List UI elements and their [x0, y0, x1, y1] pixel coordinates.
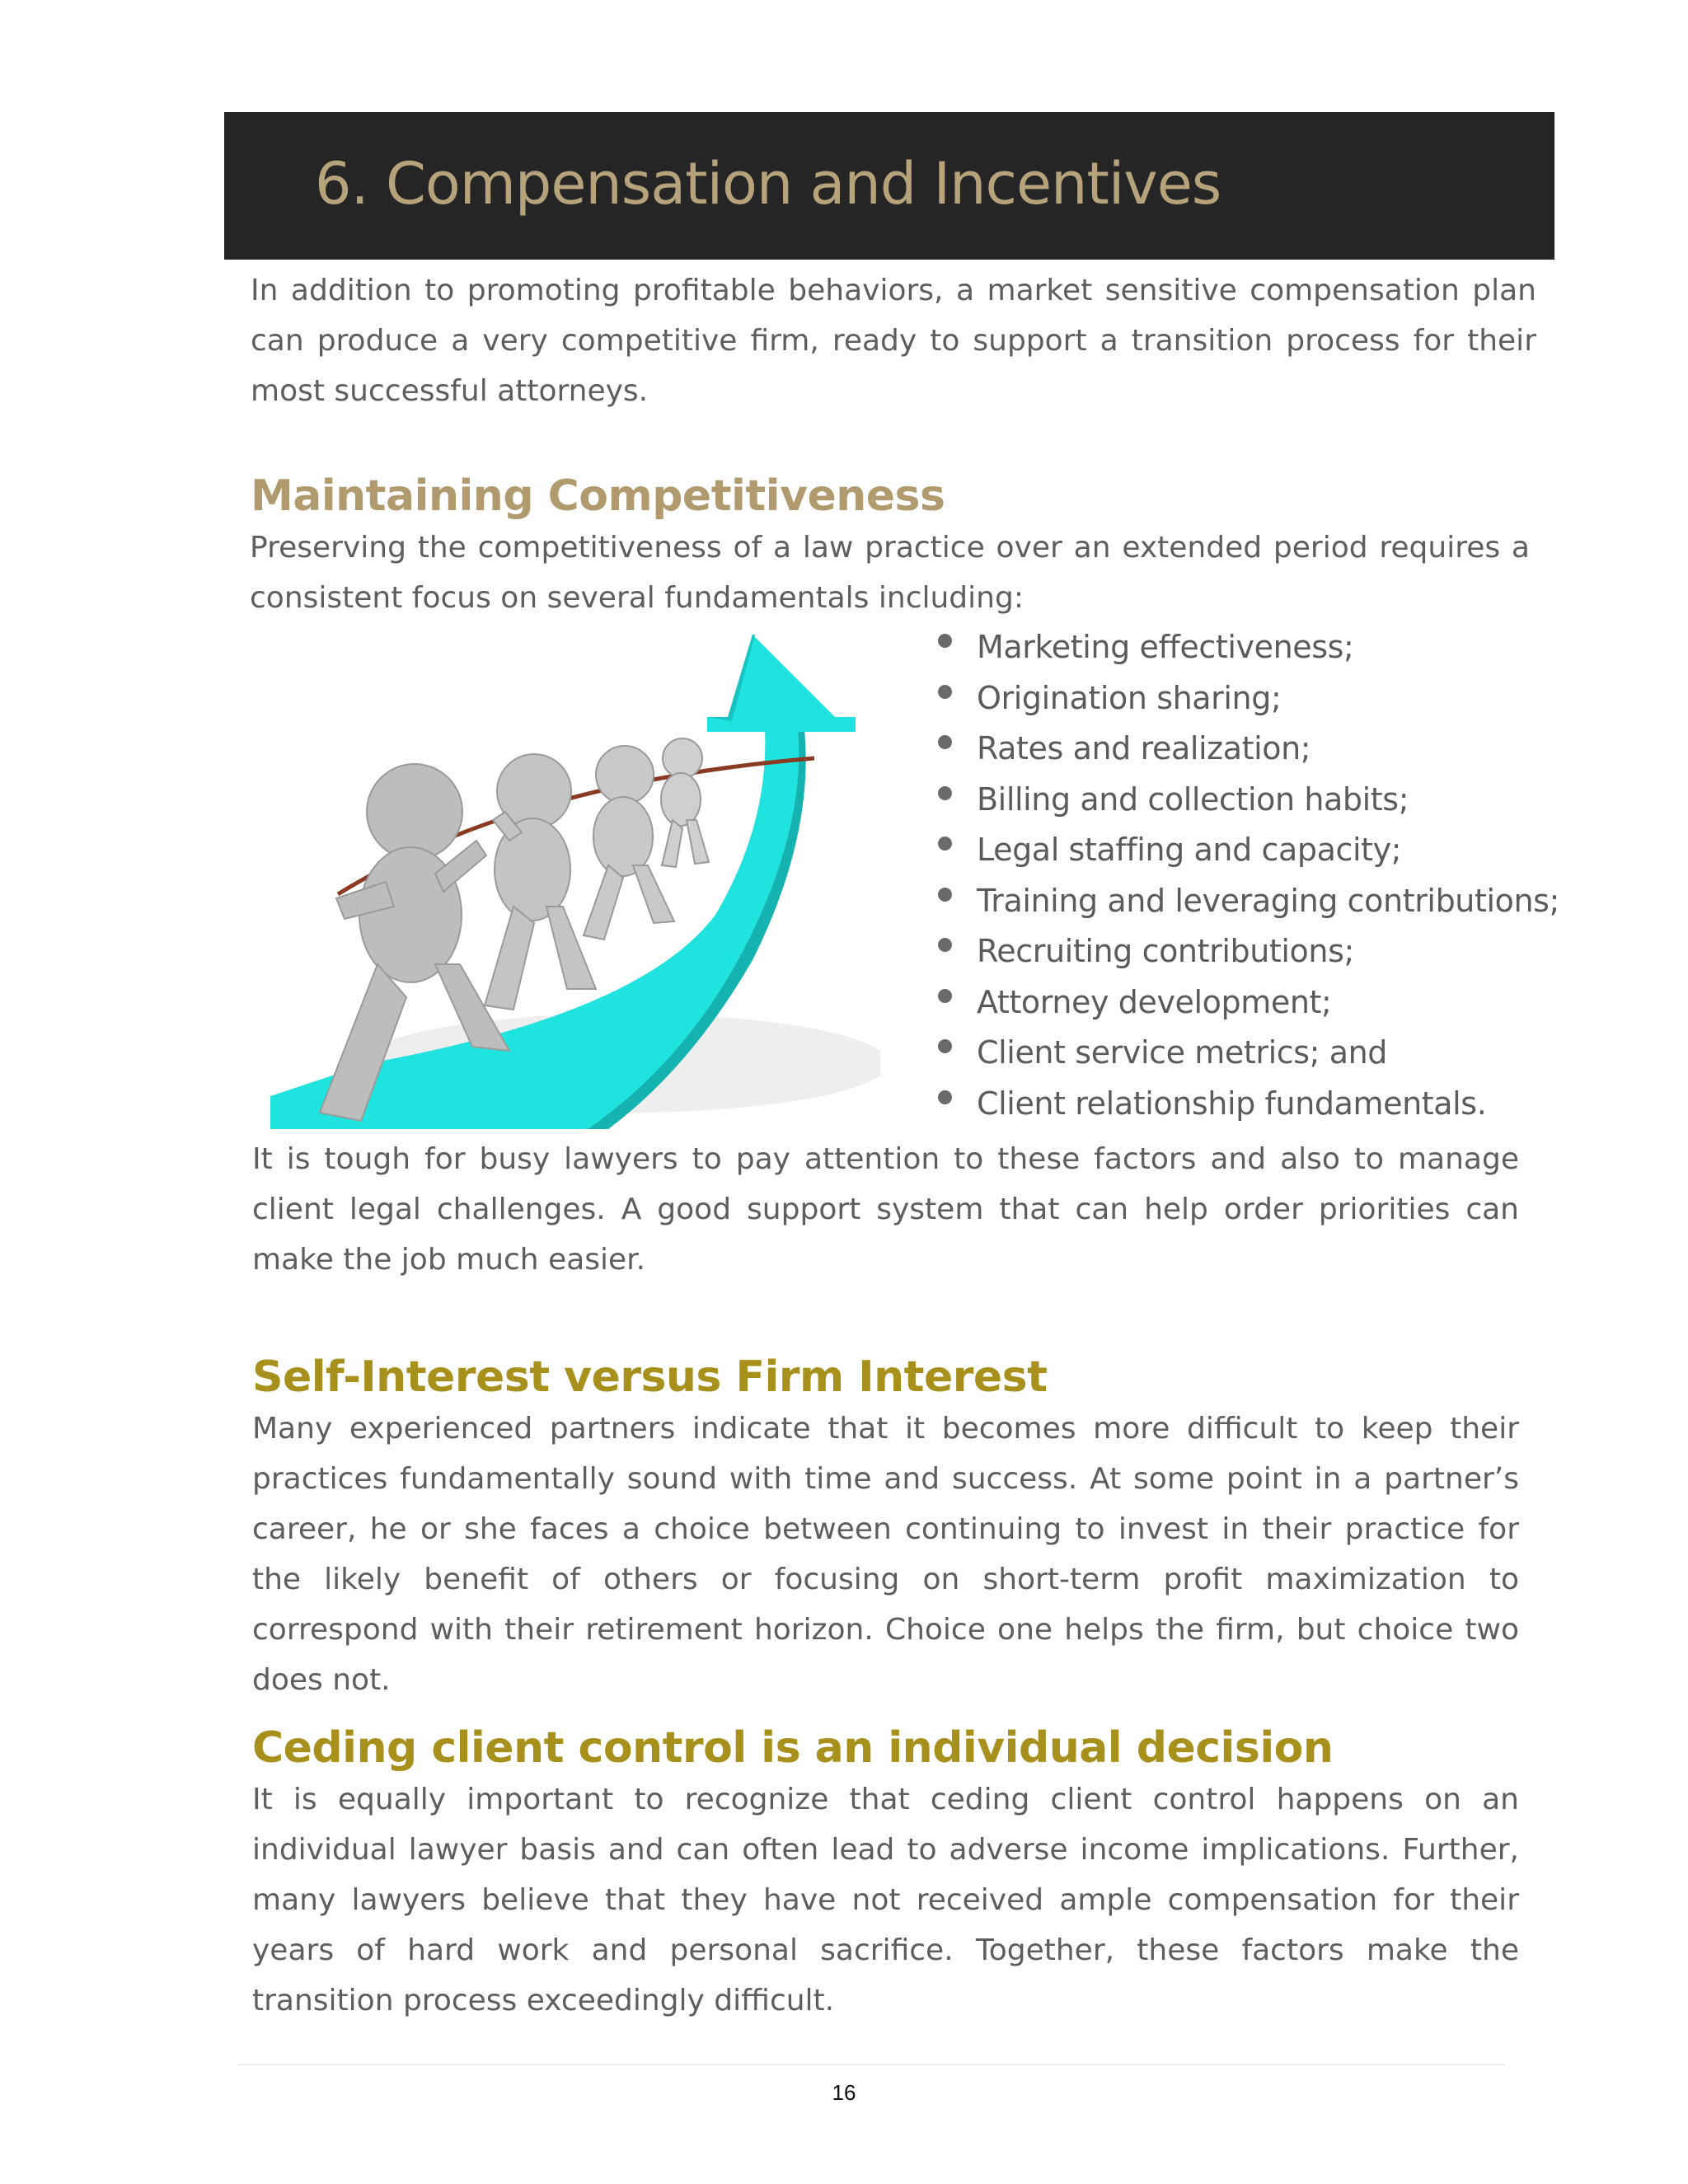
- list-item: Training and leveraging contributions;: [930, 876, 1556, 927]
- bullet-icon: [938, 989, 952, 1003]
- bullet-icon: [938, 888, 952, 902]
- bullet-icon: [938, 1039, 952, 1053]
- footer-divider: [237, 2064, 1505, 2065]
- intro-paragraph: In addition to promoting profitable behaviors, a market sensitive compensation plan can produce a very competitive firm, ready to support a transition process for their most successful attorneys.: [251, 274, 1536, 408]
- competitiveness-closing-paragraph: It is tough for busy lawyers to pay attention to these factors and also to manage client legal challenges. A good support system that can help order priorities can make the job much easier.: [252, 1142, 1519, 1277]
- bullet-icon: [938, 685, 952, 699]
- page-number: 16: [832, 2080, 856, 2105]
- list-item: Marketing effectiveness;: [930, 622, 1556, 673]
- list-item: Origination sharing;: [930, 673, 1556, 724]
- bullet-icon: [938, 735, 952, 749]
- heading-maintaining-competitiveness: Maintaining Competitiveness: [251, 471, 945, 521]
- bullet-icon: [938, 634, 952, 648]
- fundamentals-list: [930, 622, 1559, 1129]
- competitiveness-lead-paragraph: Preserving the competitiveness of a law practice over an extended period requires a consistent focus on several fundamentals including:: [250, 531, 1530, 615]
- ceding-paragraph: It is equally important to recognize that ceding client control happens on an individual lawyer basis and can often lead to adverse income implications. Further, many lawyers believe that they have not received ample compensation for their years of hard work and personal sacrifice. Together, these factors make the transition process exceedingly difficult.: [252, 1783, 1519, 2018]
- self-interest-paragraph: Many experienced partners indicate that it becomes more difficult to keep their practices fundamentally sound with time and success. At some point in a partner’s career, he or she faces a choice between continuing to invest in their practice for the likely benefit of others or focusing on short-term profit maximization to correspond with their retirement horizon. Choice one helps the firm, but choice two does not.: [252, 1412, 1519, 1697]
- heading-self-interest: Self-Interest versus Firm Interest: [252, 1352, 1048, 1402]
- list-item: Legal staffing and capacity;: [930, 825, 1556, 876]
- list-item: Recruiting contributions;: [930, 926, 1556, 977]
- tug-of-war-arrow-illustration: [270, 635, 880, 1129]
- header-band: [224, 112, 1554, 260]
- list-item: Billing and collection habits;: [930, 775, 1556, 826]
- list-item: Attorney development;: [930, 977, 1556, 1029]
- list-item: Rates and realization;: [930, 724, 1556, 775]
- list-item: Client relationship fundamentals.: [930, 1079, 1556, 1130]
- list-item: Client service metrics; and: [930, 1028, 1556, 1079]
- bullet-icon: [938, 1090, 952, 1104]
- bullet-icon: [938, 786, 952, 800]
- bullet-icon: [938, 938, 952, 952]
- bullet-icon: [938, 837, 952, 851]
- page-title: 6. Compensation and Incentives: [315, 150, 1221, 218]
- heading-ceding-client-control: Ceding client control is an individual decision: [252, 1723, 1334, 1773]
